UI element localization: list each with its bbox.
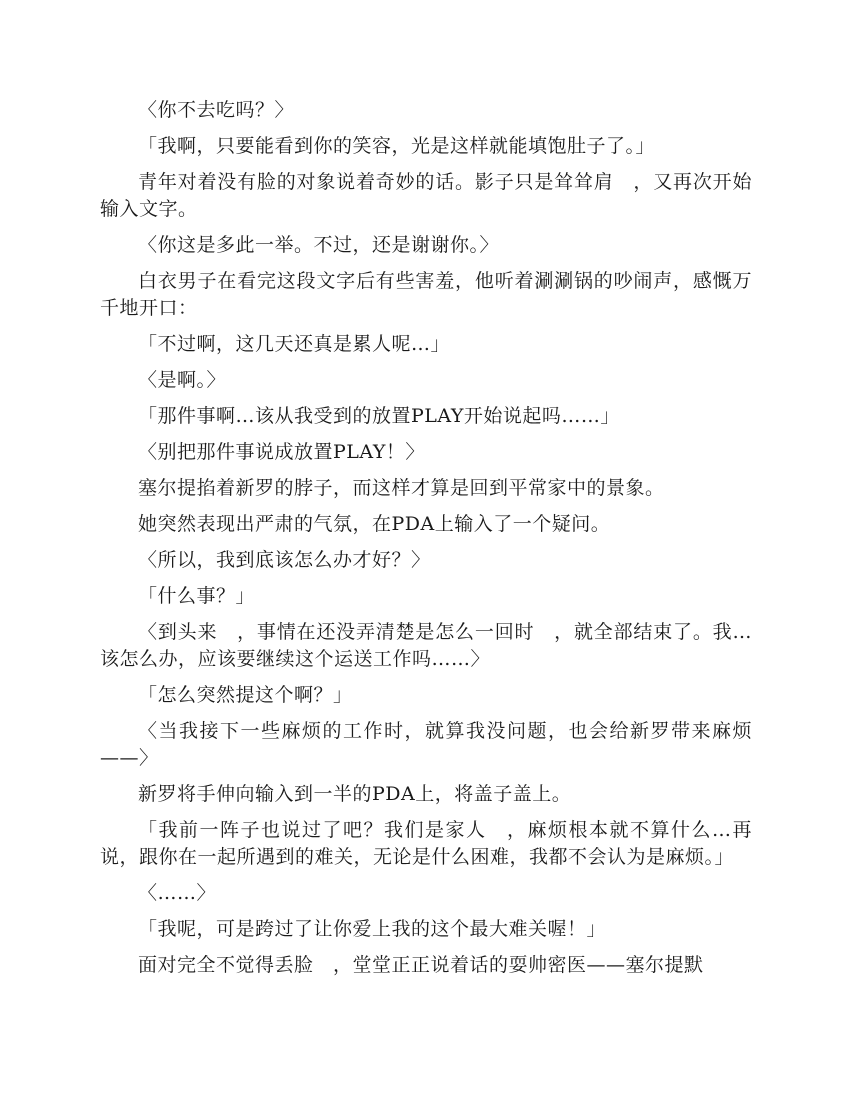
paragraph: 青年对着没有脸的对象说着奇妙的话。影子只是耸耸肩 ，又再次开始输入文字。 — [100, 171, 752, 220]
paragraph: 面对完全不觉得丢脸 ，堂堂正正说着话的耍帅密医——塞尔提默 — [138, 954, 704, 976]
paragraph: 〈所以，我到底该怎么办才好？〉 — [138, 549, 431, 571]
paragraph: 白衣男子在看完这段文字后有些害羞，他听着涮涮锅的吵闹声，感慨万千地开口： — [100, 270, 752, 319]
paragraph: 「怎么突然提这个啊？」 — [138, 684, 353, 706]
document-page — [100, 97, 752, 988]
paragraph: 〈别把那件事说成放置PLAY！〉 — [138, 441, 425, 463]
paragraph: 塞尔提掐着新罗的脖子，而这样才算是回到平常家中的景象。 — [138, 477, 665, 499]
paragraph: 〈……〉 — [138, 882, 217, 904]
paragraph: 「什么事？」 — [138, 585, 256, 607]
paragraph: 「我啊，只要能看到你的笑容，光是这样就能填饱肚子了。」 — [138, 135, 656, 157]
paragraph: 〈你这是多此一举。不过，还是谢谢你。〉 — [138, 234, 500, 256]
paragraph: 「我前一阵子也说过了吧？我们是家人 ，麻烦根本就不算什么…再说，跟你在一起所遇到的难关，无论是什么困难，我都不会认为是麻烦。」 — [100, 819, 752, 868]
paragraph: 「那件事啊…该从我受到的放置PLAY开始说起吗……」 — [138, 405, 620, 427]
paragraph: 「不过啊，这几天还真是累人呢…」 — [138, 333, 451, 355]
paragraph: 〈当我接下一些麻烦的工作时，就算我没问题，也会给新罗带来麻烦——〉 — [100, 720, 752, 769]
paragraph: 〈到头来 ，事情在还没弄清楚是怎么一回时 ，就全部结束了。我…该怎么办，应该要继续这个运送工作吗……〉 — [100, 621, 752, 670]
paragraph: 新罗将手伸向输入到一半的PDA上，将盖子盖上。 — [138, 783, 572, 805]
paragraph: 〈是啊。〉 — [138, 369, 227, 391]
paragraph: 「我呢，可是跨过了让你爱上我的这个最大难关喔！」 — [138, 918, 607, 940]
paragraph: 她突然表现出严肃的气氛，在PDA上输入了一个疑问。 — [138, 513, 611, 535]
paragraph: 〈你不去吃吗？〉 — [138, 99, 295, 121]
